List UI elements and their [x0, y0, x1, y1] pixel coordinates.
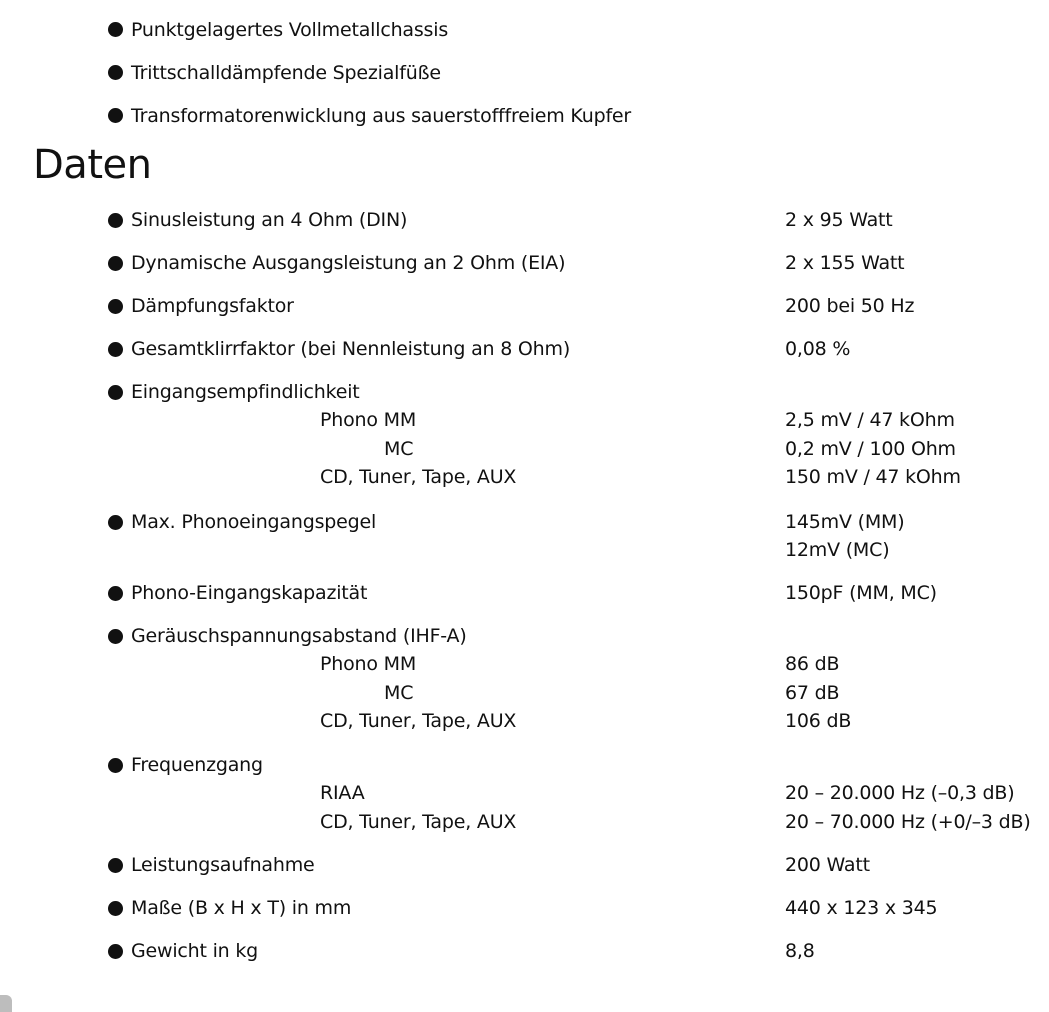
- spec-label: Gesamtklirrfaktor (bei Nennleistung an 8 Ohm): [131, 338, 571, 360]
- section-heading: Daten: [33, 142, 152, 188]
- page-corner-mark: [0, 995, 12, 1012]
- bullet-icon: [108, 385, 123, 400]
- spec-value: 150pF (MM, MC): [785, 582, 937, 604]
- spec-value: 2 x 95 Watt: [785, 209, 893, 231]
- spec-item-dimensions: [108, 894, 1038, 937]
- sub-label: MC: [384, 437, 414, 460]
- bullet-icon: [108, 213, 123, 228]
- sub-row: [108, 679, 1038, 708]
- spec-label: Phono-Eingangskapazität: [131, 582, 368, 604]
- spec-value: 200 Watt: [785, 854, 870, 876]
- sub-value: 67 dB: [785, 681, 840, 704]
- spec-item-input-sensitivity: [108, 378, 1038, 508]
- bullet-icon: [108, 108, 123, 123]
- sub-row: [108, 808, 1038, 837]
- sub-value: 20 – 70.000 Hz (+0/–3 dB): [785, 810, 1031, 833]
- spec-value: 200 bei 50 Hz: [785, 295, 915, 317]
- spec-item-max-phono-level: [108, 508, 1038, 579]
- spec-item-thd: [108, 335, 1038, 378]
- sub-row: [108, 406, 1038, 435]
- sub-label: CD, Tuner, Tape, AUX: [320, 466, 517, 488]
- sub-row: [108, 650, 1038, 679]
- sub-label: Phono MM: [320, 653, 417, 675]
- sub-row: [108, 707, 1038, 736]
- bullet-icon: [108, 65, 123, 80]
- sub-row: [108, 779, 1038, 808]
- spec-label: Dynamische Ausgangsleistung an 2 Ohm (EIA): [131, 252, 566, 274]
- bullet-icon: [108, 944, 123, 959]
- spec-value: 145mV (MM): [785, 511, 905, 533]
- sub-value: 20 – 20.000 Hz (–0,3 dB): [785, 782, 1015, 804]
- spec-label: Dämpfungsfaktor: [131, 295, 294, 317]
- bullet-icon: [108, 858, 123, 873]
- feature-list: [108, 8, 631, 137]
- bullet-icon: [108, 515, 123, 530]
- bullet-icon: [108, 256, 123, 271]
- bullet-icon: [108, 629, 123, 644]
- spec-label: Leistungsaufnahme: [131, 854, 315, 876]
- spec-value: 440 x 123 x 345: [785, 897, 938, 919]
- spec-item-dynamic-power: [108, 249, 1038, 292]
- spec-item-damping: [108, 292, 1038, 335]
- feature-text: Punktgelagertes Vollmetallchassis: [131, 18, 449, 41]
- spec-label: Gewicht in kg: [131, 940, 259, 962]
- bullet-icon: [108, 342, 123, 357]
- feature-item: [108, 51, 631, 94]
- spec-item-power-consumption: [108, 851, 1038, 894]
- feature-text: Trittschalldämpfende Spezialfüße: [131, 61, 441, 84]
- sub-value: 0,2 mV / 100 Ohm: [785, 437, 956, 460]
- spec-value: 12mV (MC): [785, 539, 890, 561]
- sub-row: [108, 463, 1038, 492]
- spec-value: 0,08 %: [785, 338, 851, 360]
- spec-label: Maße (B x H x T) in mm: [131, 897, 352, 919]
- sub-label: Phono MM: [320, 409, 417, 431]
- sub-row: [108, 435, 1038, 464]
- bullet-icon: [108, 758, 123, 773]
- sub-value: 2,5 mV / 47 kOhm: [785, 409, 955, 431]
- spec-label: Sinusleistung an 4 Ohm (DIN): [131, 209, 408, 231]
- bullet-icon: [108, 586, 123, 601]
- spec-item-phono-capacitance: [108, 579, 1038, 622]
- sub-value: 150 mV / 47 kOhm: [785, 466, 961, 488]
- spec-label: Eingangsempfindlichkeit: [131, 381, 360, 403]
- sub-label: CD, Tuner, Tape, AUX: [320, 810, 517, 833]
- spec-item-sinus: [108, 206, 1038, 249]
- sub-value: 86 dB: [785, 653, 840, 675]
- sub-label: RIAA: [320, 782, 365, 804]
- bullet-icon: [108, 299, 123, 314]
- spec-value: 8,8: [785, 940, 815, 962]
- spec-item-snr: [108, 622, 1038, 751]
- spec-item-weight: [108, 937, 1038, 980]
- feature-text: Transformatorenwicklung aus sauerstofffreiem Kupfer: [131, 104, 632, 127]
- spec-value-group: [785, 508, 904, 564]
- sub-value: 106 dB: [785, 710, 852, 732]
- sub-label: MC: [384, 681, 414, 704]
- spec-label: Max. Phonoeingangspegel: [131, 511, 377, 533]
- feature-item: [108, 94, 631, 137]
- spec-label: Frequenzgang: [131, 754, 263, 776]
- sub-label: CD, Tuner, Tape, AUX: [320, 710, 517, 732]
- bullet-icon: [108, 901, 123, 916]
- bullet-icon: [108, 22, 123, 37]
- spec-list: [108, 206, 1038, 980]
- spec-label: Geräuschspannungsabstand (IHF-A): [131, 625, 467, 647]
- spec-value: 2 x 155 Watt: [785, 252, 905, 274]
- spec-item-frequency-response: [108, 751, 1038, 851]
- feature-item: [108, 8, 631, 51]
